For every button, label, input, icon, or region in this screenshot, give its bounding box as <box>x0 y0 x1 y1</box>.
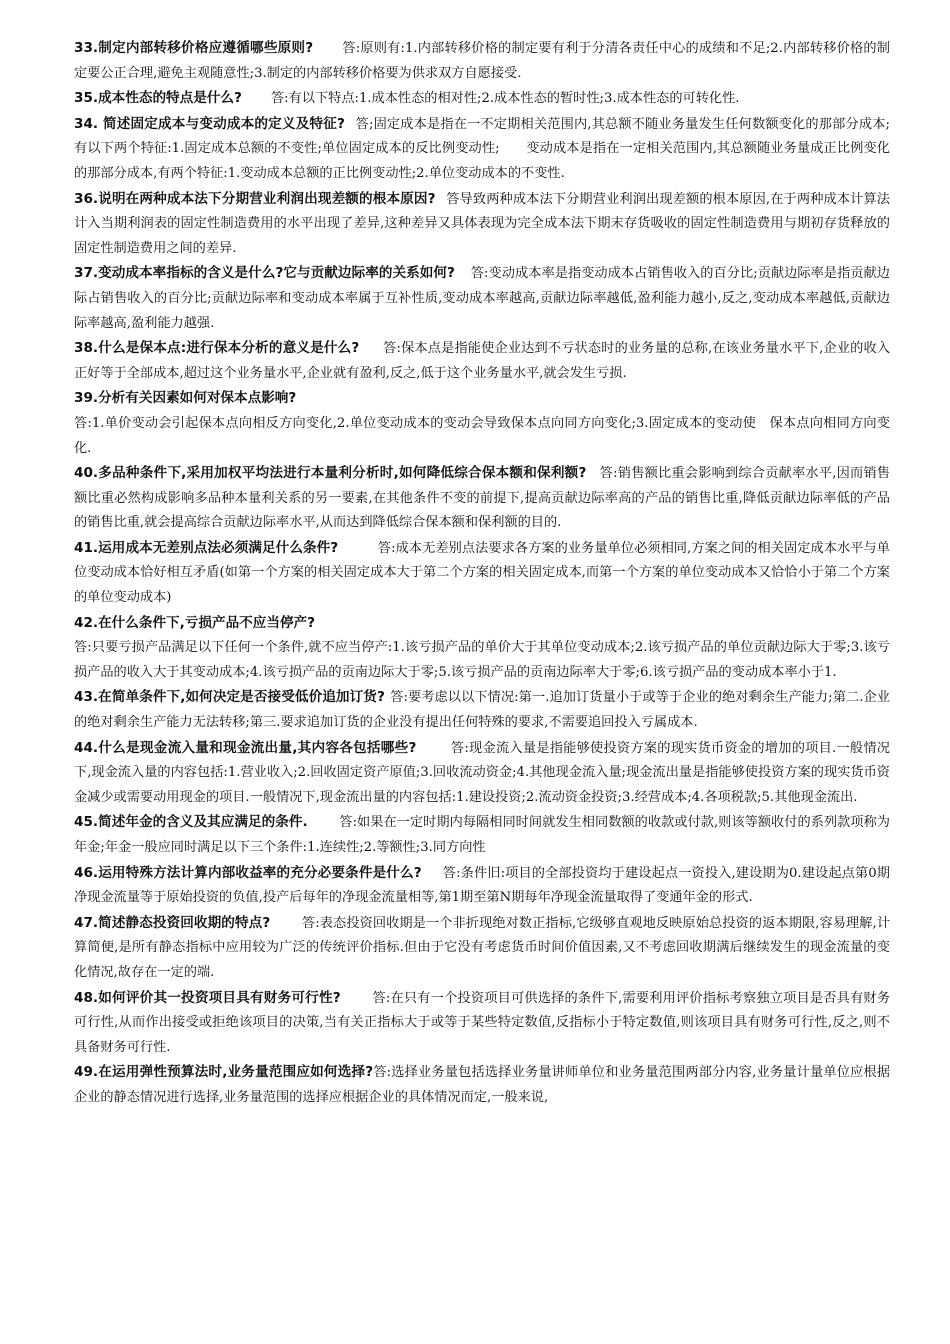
qa-item-42 <box>74 611 890 686</box>
question: 35.成本性态的特点是什么? <box>74 90 242 107</box>
answer: 答:变动成本率是指变动成本占销售收入的百分比;贡献边际率是指贡献边际占销售收入的百分比;贡献边际率和变动成本率属于互补性质,变动成本率越高,贡献边际率越低,盈利能力越小,反之,变动成本率越低,贡献边际率越高,盈利能力越强. <box>74 266 890 331</box>
question: 49.在运用弹性预算法时,业务量范围应如何选择? <box>74 1064 374 1081</box>
question: 47.简述静态投资回收期的特点? <box>74 914 271 931</box>
qa-item-38 <box>74 336 890 386</box>
qa-item-48 <box>74 986 890 1061</box>
qa-item-34 <box>74 112 890 187</box>
question: 36.说明在两种成本法下分期营业利润出现差额的根本原因? <box>74 190 436 207</box>
question: 44.什么是现金流入量和现金流出量,其内容各包括哪些? <box>74 739 417 756</box>
qa-item-43 <box>74 685 890 735</box>
answer: 答:选择业务量包括选择业务量讲师单位和业务量范围两部分内容,业务量计量单位应根据企业的静态情况进行选择,业务量范围的选择应根据企业的具体情况而定,一般来说, <box>74 1065 890 1105</box>
qa-item-46 <box>74 861 890 911</box>
qa-item-41 <box>74 536 890 611</box>
qa-item-33 <box>74 36 890 86</box>
question: 43.在简单条件下,如何决定是否接受低价追加订货? <box>74 689 385 706</box>
answer: 答:表态投资回收期是一个非折现绝对数正指标,它级够直观地反映原始总投资的返本期限,容易理解,计算简便,是所有静态指标中应用较为广泛的传统评价指标.但由于它没有考虑货币时间价值因素,又不考虑回收期满后继续发生的现金流量的变化情况,故存在一定的端. <box>74 915 891 980</box>
question: 33.制定内部转移价格应遵循哪些原则? <box>74 40 314 56</box>
answer: 答:如果在一定时期内每隔相同时间就发生相同数额的收款或付款,则该等额收付的系列款项称为年金;年金一般应同时满足以下三个条件:1.连续性;2.等额性;3.同方向性 <box>74 815 890 855</box>
qa-item-45 <box>74 810 890 860</box>
qa-item-49 <box>74 1060 890 1110</box>
question: 38.什么是保本点:进行保本分析的意义是什么? <box>74 340 360 357</box>
question: 39.分析有关因素如何对保本点影响? <box>74 390 297 407</box>
qa-item-37 <box>74 261 890 336</box>
answer: 答:成本无差别点法要求各方案的业务量单位必须相同,方案之间的相关固定成本水平与单位变动成本恰好相互矛盾(如第一个方案的相关固定成本大于第二个方案的相关固定成本,而第一个方案的单位变动成本又恰恰小于第二个方案的单位变动成本) <box>74 540 890 606</box>
answer: 答:保本点是指能使企业达到不亏状态时的业务量的总称,在该业务量水平下,企业的收入正好等于全部成本,超过这个业务量水平,企业就有盈利,反之,低于这个业务量水平,就会发生亏损. <box>74 341 891 381</box>
question: 40.多品种条件下,采用加权平均法进行本量利分析时,如何降低综合保本额和保利额? <box>74 465 587 482</box>
question: 48.如何评价其一投资项目具有财务可行性? <box>74 989 341 1006</box>
qa-item-44 <box>74 736 890 811</box>
qa-item-40 <box>74 461 890 536</box>
answer: 答:现金流入量是指能够使投资方案的现实货币资金的增加的项目.一般情况下,现金流入量的内容包括:1.营业收入;2.回收固定资产原值;3.回收流动资金;4.其他现金流入量;现金流出量是指能够使投资方案的现实货币资金减少或需要动用现金的项目.一般情况下,现金流出量的内容包括:1.建设投资;2.流动资金投资;3.经营成本;4.各项税款;5.其他现金流出. <box>74 740 890 805</box>
answer: 答:销售额比重会影响到综合贡献率水平,因而销售额比重必然构成影响多品种本量利关系的另一要素,在其他条件不变的前提下,提高贡献边际率高的产品的销售比重,降低贡献边际率低的产品的销售比重,就会提高综合贡献边际率水平,从而达到降低综合保本额和保利额的目的. <box>74 466 890 531</box>
question: 45.简述年金的含义及其应满足的条件. <box>74 814 308 831</box>
question: 34. 简述固定成本与变动成本的定义及特征? <box>74 115 345 132</box>
answer: 答:原则有:1.内部转移价格的制定要有利于分清各责任中心的成绩和不足;2.内部转移价格的制定要公正合理,避免主观随意性;3.制定的内部转移价格要为供求双方自愿接受. <box>74 41 890 81</box>
qa-item-47 <box>74 911 890 986</box>
answer: 答:只要亏损产品满足以下任何一个条件,就不应当停产:1.该亏损产品的单价大于其单位变动成本;2.该亏损产品的单位贡献边际大于零;3.该亏损产品的收入大于其变动成本;4.该亏损产品的贡南边际大于零;5.该亏损产品的贡南边际率大于零;6.该亏损产品的变动成本率小于1. <box>74 640 890 680</box>
qa-item-39 <box>74 386 890 461</box>
answer: 答;固定成本是指在一不定期相关范围内,其总额不随业务量发生任何数额变化的那部分成本;有以下两个特征:1.固定成本总额的不变性;单位固定成本的反比例变动性; 变动成本是指在一定相关范围内,其总额随业务量成正比例变化的那部分成本,有两个特征:1.变动成本总额的正比例变动性;2.单位变动成本的不变性. <box>74 116 890 181</box>
question: 42.在什么条件下,亏损产品不应当停产? <box>74 614 316 631</box>
question: 37.变动成本率指标的含义是什么?它与贡献边际率的关系如何? <box>74 265 455 282</box>
answer: 答:条件旧:项目的全部投资均于建设起点一资投入,建设期为0.建设起点第0期净现金流量等于原始投资的负值,投产后每年的净现金流量相等,第1期至第N期每年净现金流量取得了变通年金的形式. <box>74 865 890 906</box>
question: 41.运用成本无差别点法必须满足什么条件? <box>74 539 339 556</box>
answer: 答:在只有一个投资项目可供选择的条件下,需要利用评价指标考察独立项目是否具有财务可行性,从而作出接受或拒绝该项目的决策,当有关正指标大于或等于某些特定数值,反指标小于特定数值,则该项目具有财务可行性,反之,则不具备财务可行性. <box>74 990 891 1055</box>
qa-item-35 <box>74 86 890 112</box>
answer: 答:1.单价变动会引起保本点向相反方向变化,2.单位变动成本的变动会导致保本点向同方向变化;3.固定成本的变动使 保本点向相同方向变化. <box>74 415 890 456</box>
qa-item-36 <box>74 187 890 262</box>
answer: 答导致两种成本法下分期营业利润出现差额的根本原因,在于两种成本计算法计入当期利润表的固定性制造费用的水平出现了差异,这种差异又具体表现为完全成本法下期末存货吸收的固定性制造费用与期初存货释放的固定性制造费用之间的差异. <box>74 191 890 256</box>
answer: 答:要考虑以以下情况:第一.追加订货量小于或等于企业的绝对剩余生产能力;第二.企业的绝对剩余生产能力无法转移;第三.要求追加订货的企业没有提出任何特殊的要求,不需要追回投入亏属成本. <box>74 690 890 731</box>
question: 46.运用特殊方法计算内部收益率的充分必要条件是什么? <box>74 864 422 881</box>
answer: 答:有以下特点:1.成本性态的相对性;2.成本性态的暂时性;3.成本性态的可转化性. <box>270 91 740 107</box>
